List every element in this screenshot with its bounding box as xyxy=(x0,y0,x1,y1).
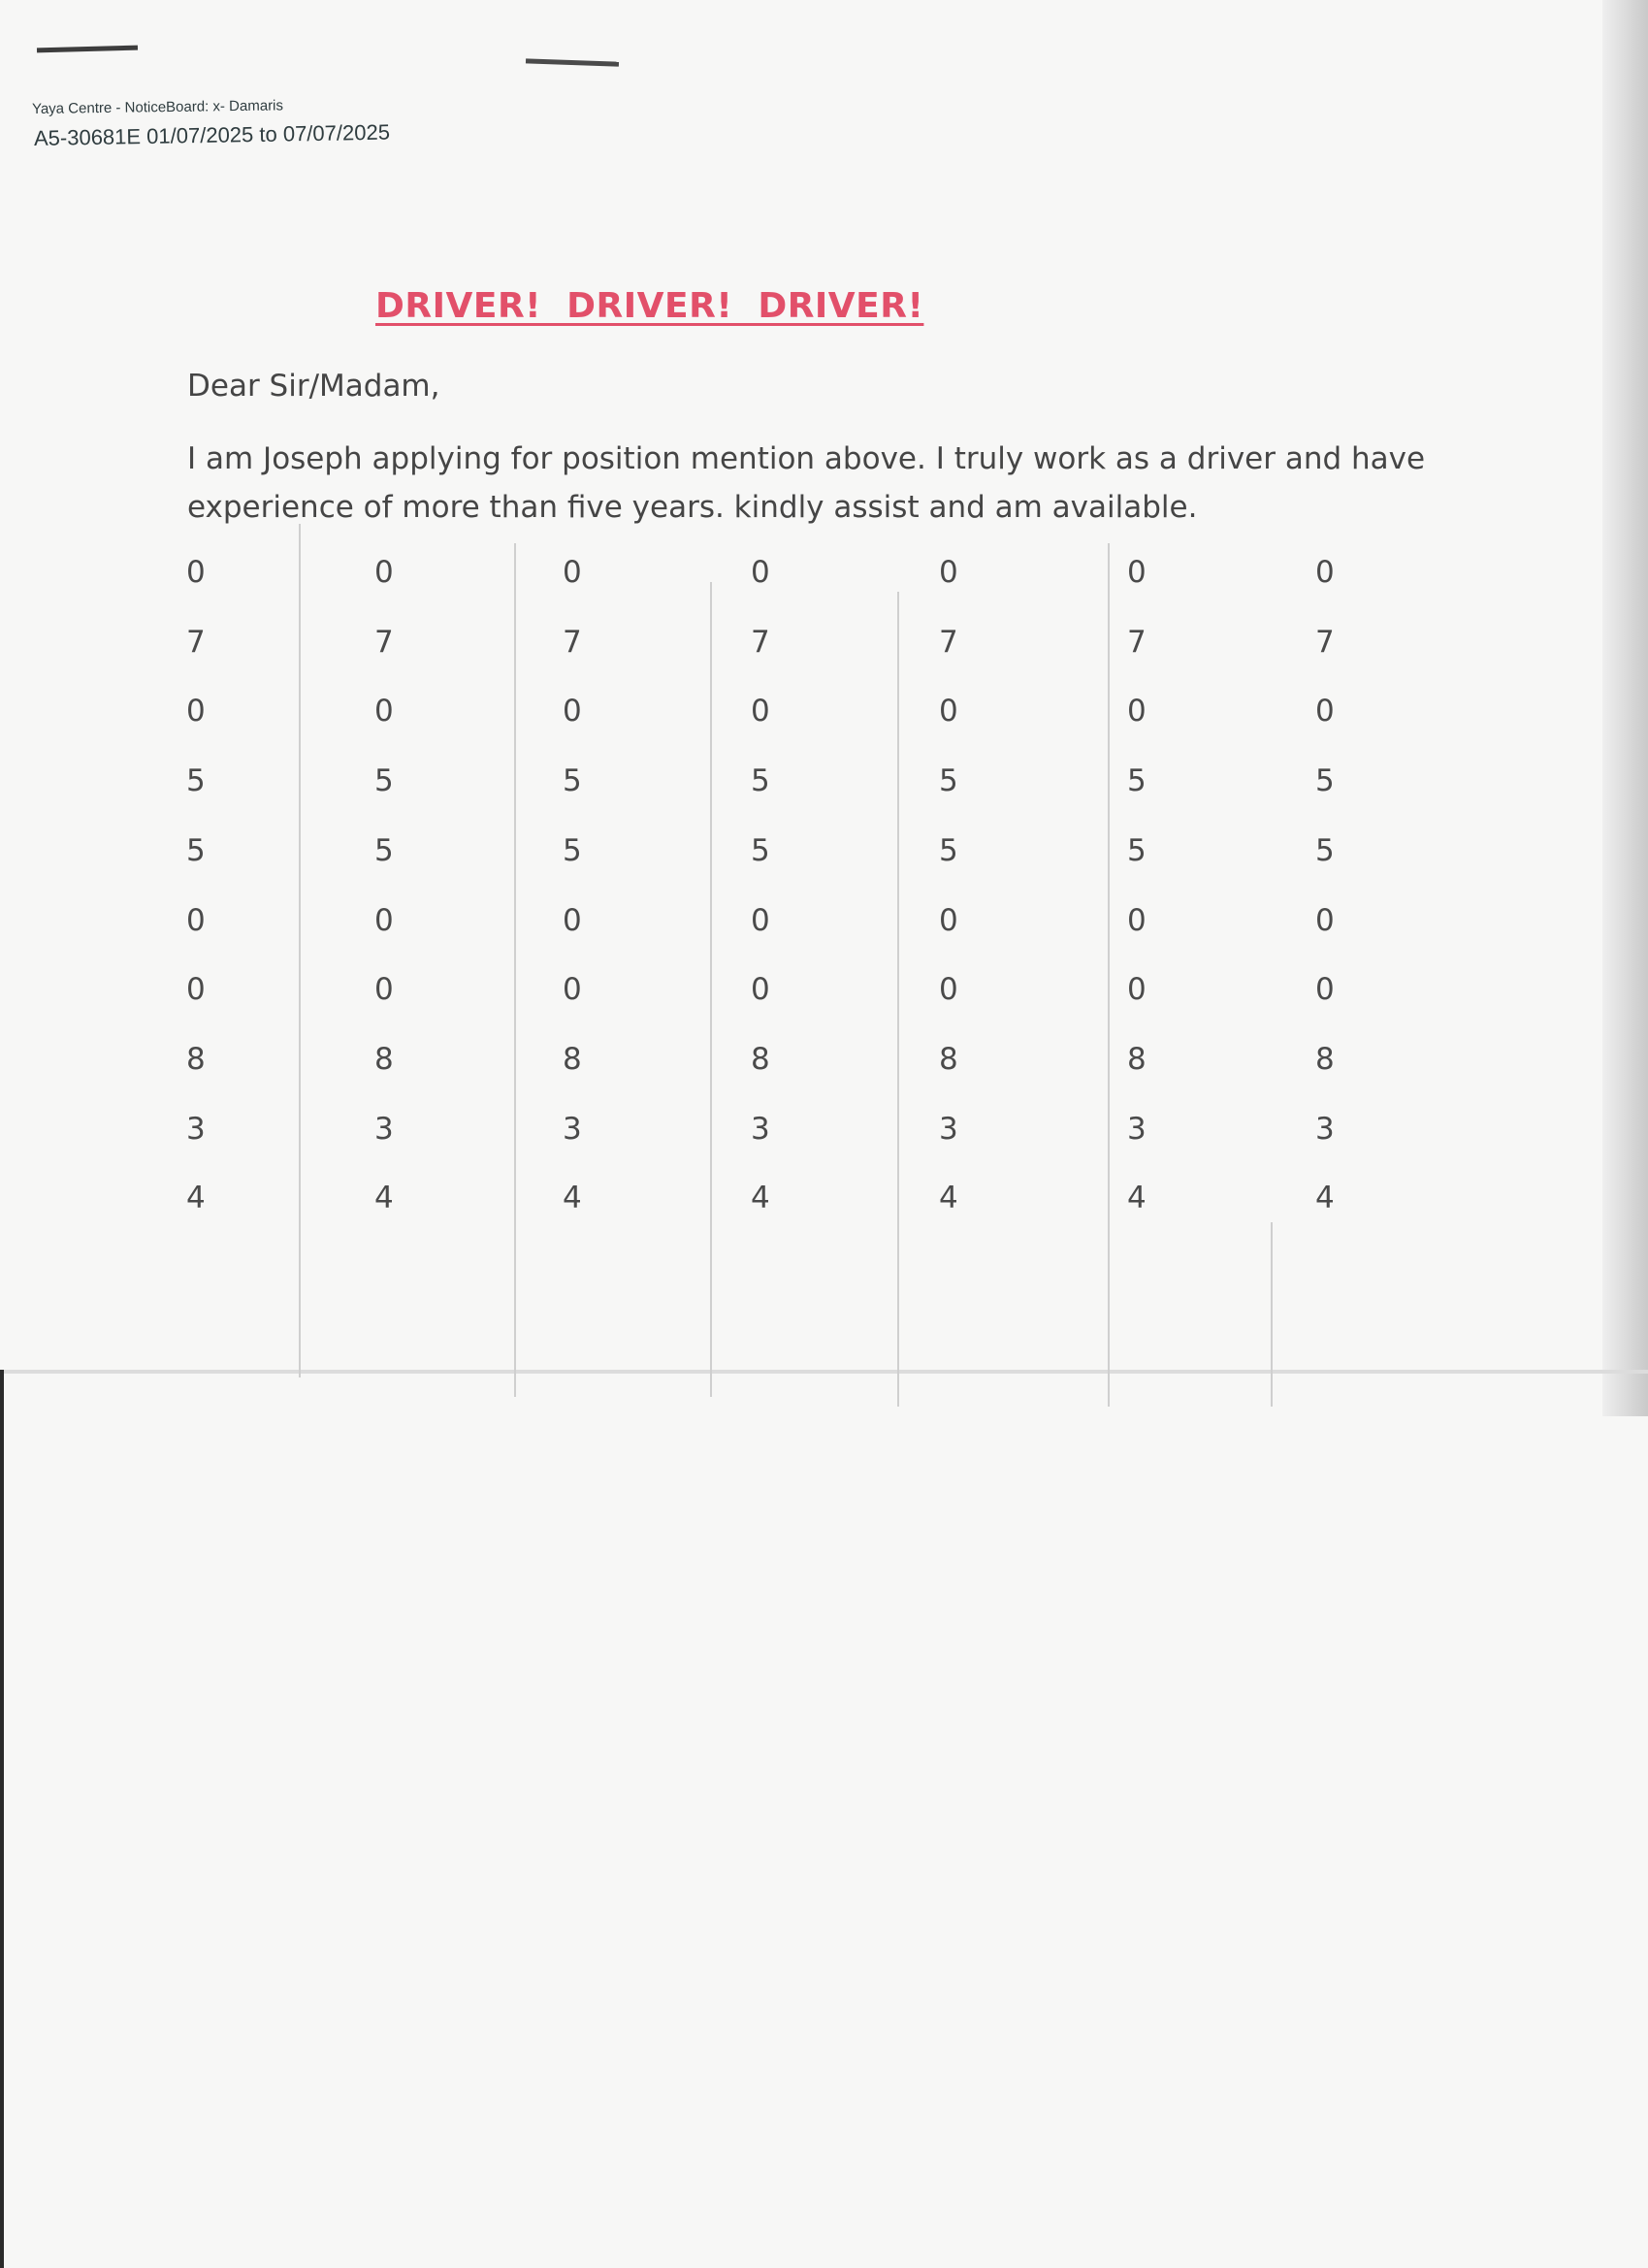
phone-digit: 3 xyxy=(939,1111,958,1147)
phone-digit: 0 xyxy=(751,555,770,590)
stamp-reference-line: A5-30681E 01/07/2025 to 07/07/2025 xyxy=(33,119,391,150)
phone-digit: 7 xyxy=(1127,624,1147,660)
phone-digit: 8 xyxy=(1315,1041,1335,1077)
tear-line xyxy=(1108,543,1110,1407)
phone-digit: 8 xyxy=(563,1041,582,1077)
phone-digit: 5 xyxy=(563,763,582,799)
phone-digit: 0 xyxy=(186,555,206,590)
letter-heading: DRIVER! DRIVER! DRIVER! xyxy=(375,286,924,326)
phone-digit: 5 xyxy=(1315,832,1335,868)
phone-digit: 0 xyxy=(939,555,958,590)
phone-digit: 3 xyxy=(186,1111,206,1147)
phone-digit: 7 xyxy=(186,624,206,660)
phone-digit: 0 xyxy=(563,555,582,590)
phone-digit: 0 xyxy=(1315,694,1335,729)
phone-digit: 5 xyxy=(939,832,958,868)
phone-digit: 8 xyxy=(186,1041,206,1077)
paper-edge-shadow xyxy=(1602,0,1648,1416)
phone-digit: 0 xyxy=(563,694,582,729)
phone-digit: 0 xyxy=(939,694,958,729)
tear-line xyxy=(299,524,301,1377)
phone-digit: 4 xyxy=(1315,1181,1335,1216)
phone-digit: 5 xyxy=(186,763,206,799)
scan-mark-line xyxy=(37,46,138,53)
phone-digit: 8 xyxy=(751,1041,770,1077)
phone-digit: 0 xyxy=(374,555,394,590)
phone-digit: 3 xyxy=(563,1111,582,1147)
phone-digit: 4 xyxy=(563,1181,582,1216)
phone-digit: 5 xyxy=(1315,763,1335,799)
phone-digit: 0 xyxy=(1127,555,1147,590)
letter-salutation: Dear Sir/Madam, xyxy=(187,369,440,404)
phone-digit: 4 xyxy=(374,1181,394,1216)
tear-line xyxy=(514,543,516,1397)
phone-digit: 0 xyxy=(374,694,394,729)
phone-digit: 5 xyxy=(374,832,394,868)
phone-digit: 0 xyxy=(186,694,206,729)
phone-digit: 3 xyxy=(374,1111,394,1147)
phone-digit: 7 xyxy=(374,624,394,660)
phone-digit: 8 xyxy=(939,1041,958,1077)
scanner-left-edge xyxy=(0,1370,4,2268)
phone-digit: 5 xyxy=(374,763,394,799)
phone-digit: 0 xyxy=(374,902,394,938)
tear-line xyxy=(897,592,899,1407)
phone-digit: 7 xyxy=(939,624,958,660)
phone-digit: 5 xyxy=(751,763,770,799)
stamp-location-line: Yaya Centre - NoticeBoard: x- Damaris xyxy=(31,97,284,117)
phone-digit: 4 xyxy=(751,1181,770,1216)
phone-digit: 5 xyxy=(751,832,770,868)
letter-body: I am Joseph applying for position mention above. I truly work as a driver and have experience of more than five years. kindly assist and am available. xyxy=(187,441,1426,525)
phone-digit: 0 xyxy=(1127,694,1147,729)
phone-digit: 5 xyxy=(939,763,958,799)
phone-digit: 3 xyxy=(1315,1111,1335,1147)
phone-digit: 0 xyxy=(751,902,770,938)
phone-digit: 0 xyxy=(563,902,582,938)
phone-digit: 4 xyxy=(1127,1181,1147,1216)
tear-line xyxy=(710,582,712,1397)
phone-digit: 0 xyxy=(374,972,394,1008)
phone-digit: 0 xyxy=(1315,902,1335,938)
phone-digit: 8 xyxy=(1127,1041,1147,1077)
scan-mark-line xyxy=(526,58,619,66)
phone-digit: 3 xyxy=(1127,1111,1147,1147)
phone-digit: 4 xyxy=(939,1181,958,1216)
phone-digit: 5 xyxy=(186,832,206,868)
phone-digit: 7 xyxy=(563,624,582,660)
phone-digit: 0 xyxy=(939,902,958,938)
phone-digit: 5 xyxy=(1127,832,1147,868)
phone-digit: 5 xyxy=(1127,763,1147,799)
phone-digit: 7 xyxy=(751,624,770,660)
phone-digit: 4 xyxy=(186,1181,206,1216)
phone-digit: 0 xyxy=(1315,972,1335,1008)
phone-digit: 8 xyxy=(374,1041,394,1077)
phone-digit: 0 xyxy=(1315,555,1335,590)
tear-line xyxy=(1271,1222,1273,1407)
phone-digit: 0 xyxy=(1127,902,1147,938)
phone-digit: 0 xyxy=(939,972,958,1008)
phone-digit: 0 xyxy=(186,902,206,938)
phone-digit: 5 xyxy=(563,832,582,868)
phone-digit: 0 xyxy=(751,694,770,729)
phone-digit: 0 xyxy=(751,972,770,1008)
phone-digit: 0 xyxy=(186,972,206,1008)
phone-digit: 7 xyxy=(1315,624,1335,660)
phone-digit: 0 xyxy=(1127,972,1147,1008)
phone-digit: 3 xyxy=(751,1111,770,1147)
paper-bottom-edge xyxy=(0,1370,1648,1374)
phone-digit: 0 xyxy=(563,972,582,1008)
